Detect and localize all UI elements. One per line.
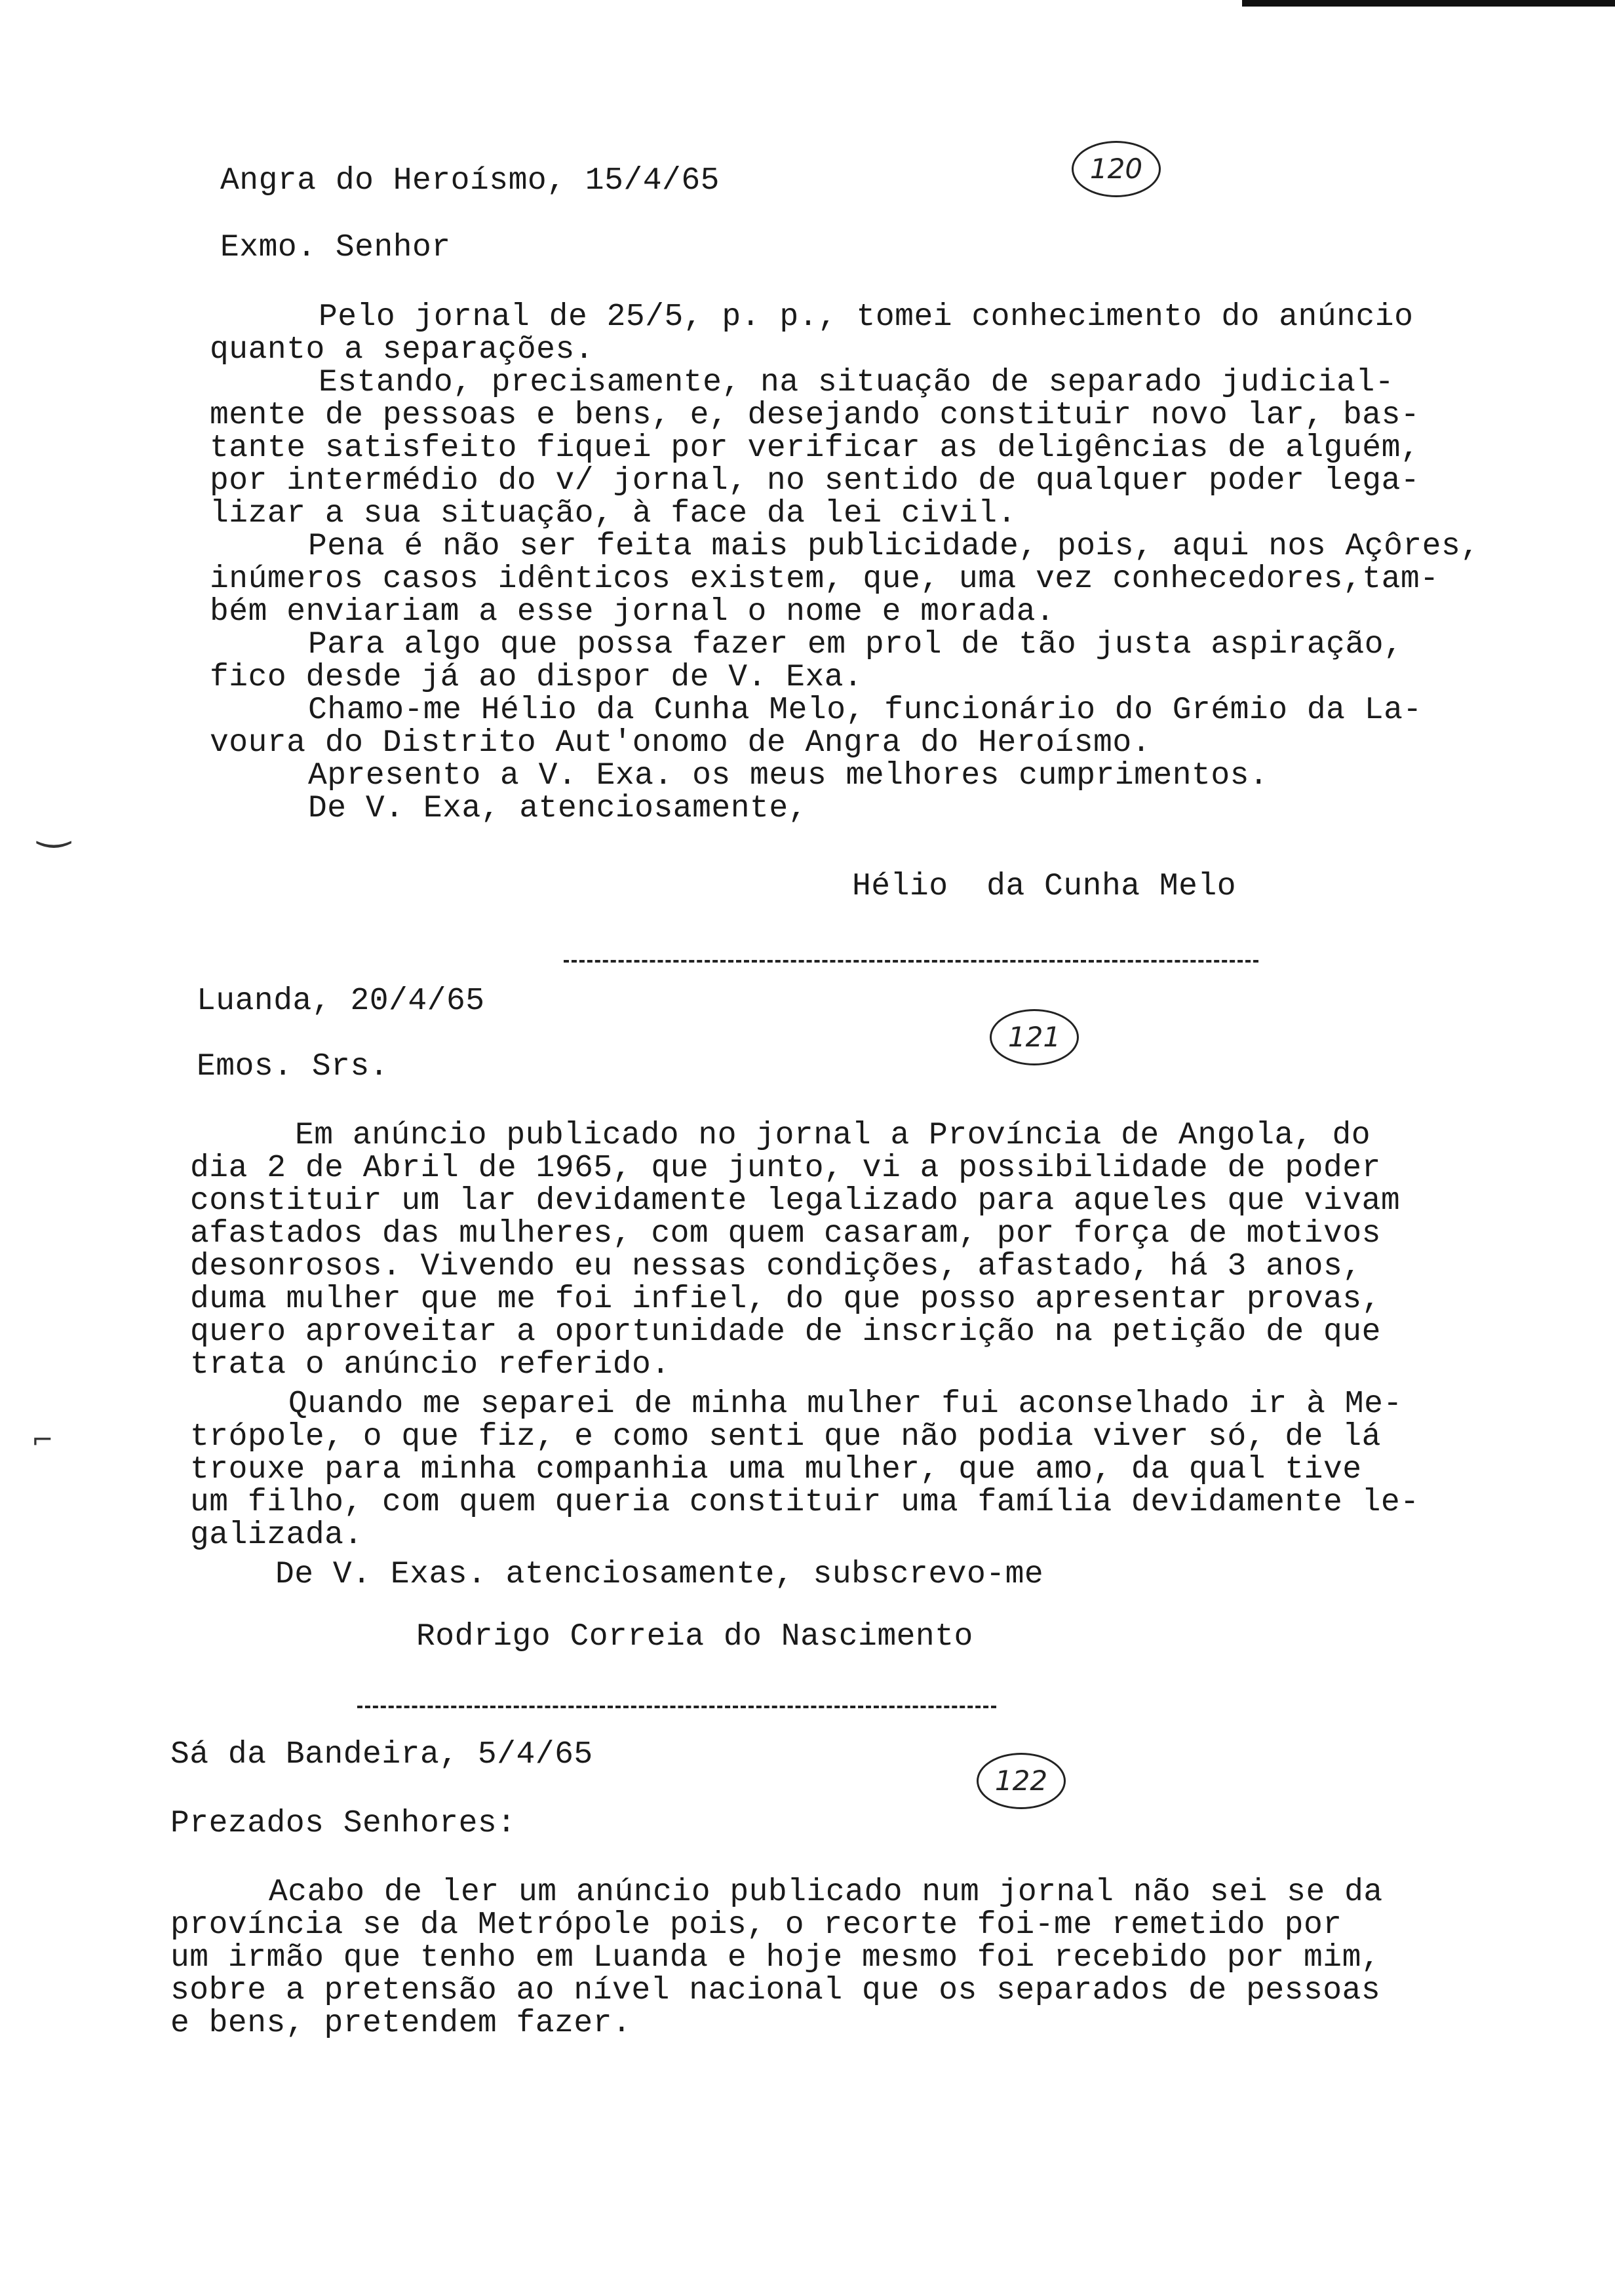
body-line: Apresento a V. Exa. os meus melhores cumprimentos. [308,758,1269,794]
body-line: e bens, pretendem fazer. [170,2006,632,2041]
body-line: voura do Distrito Aut'onomo de Angra do Heroísmo. [210,725,1151,761]
body-line: duma mulher que me foi infiel, do que posso apresentar provas, [190,1282,1381,1317]
salutation: Exmo. Senhor [220,230,451,265]
letter-number-badge: 122 [977,1753,1066,1809]
body-line: galizada. [190,1518,363,1553]
body-line: lizar a sua situação, à face da lei civil. [210,496,1017,531]
body-line: De V. Exa, atenciosamente, [308,791,808,826]
body-line: Quando me separei de minha mulher fui aconselhado ir à Me- [288,1387,1403,1422]
body-line: trópole, o que fiz, e como senti que não podia viver só, de lá [190,1419,1381,1455]
body-line: fico desde já ao dispor de V. Exa. [210,660,863,695]
body-line: trata o anúncio referido. [190,1347,671,1383]
body-line: tante satisfeito fiquei por verificar as deligências de alguém, [210,430,1420,466]
body-line: quanto a separações. [210,332,594,368]
body-line: por intermédio do v/ jornal, no sentido de qualquer poder lega- [210,463,1420,499]
body-line: bém enviariam a esse jornal o nome e morada. [210,594,1055,630]
top-edge-rule [1242,0,1615,7]
salutation: Emos. Srs. [197,1049,389,1084]
place-date: Angra do Heroísmo, 15/4/65 [220,163,720,199]
body-line: sobre a pretensão ao nível nacional que os separados de pessoas [170,1973,1381,2008]
body-line: um filho, com quem queria constituir uma família devidamente le- [190,1485,1420,1520]
body-line: De V. Exas. atenciosamente, subscrevo-me [275,1557,1044,1592]
body-line: um irmão que tenho em Luanda e hoje mesmo foi recebido por mim, [170,1940,1381,1976]
margin-bracket-mark: ‿ [38,803,70,849]
signature: Rodrigo Correia do Nascimento [416,1619,973,1655]
body-line: Pelo jornal de 25/5, p. p., tomei conhecimento do anúncio [319,299,1414,335]
separator-rule [564,960,1258,963]
body-line: dia 2 de Abril de 1965, que junto, vi a possibilidade de poder [190,1151,1381,1186]
body-line: Acabo de ler um anúncio publicado num jornal não sei se da [269,1875,1383,1910]
body-line: Em anúncio publicado no jornal a Província de Angola, do [295,1118,1371,1153]
body-line: inúmeros casos idênticos existem, que, uma vez conhecedores,tam- [210,562,1439,597]
margin-tick-mark: ⌐ [31,1425,54,1455]
body-line: desonrosos. Vivendo eu nessas condições, afastado, há 3 anos, [190,1249,1362,1284]
body-line: mente de pessoas e bens, e, desejando constituir novo lar, bas- [210,398,1420,433]
body-line: quero aproveitar a oportunidade de inscrição na petição de que [190,1314,1381,1350]
body-line: constituir um lar devidamente legalizado para aqueles que vivam [190,1183,1401,1219]
body-line: afastados das mulheres, com quem casaram, por força de motivos [190,1216,1381,1252]
body-line: província se da Metrópole pois, o recorte foi-me remetido por [170,1907,1342,1943]
body-line: Pena é não ser feita mais publicidade, pois, aqui nos Açôres, [308,529,1480,564]
body-line: Estando, precisamente, na situação de separado judicial- [319,365,1395,400]
letter-number-badge: 121 [990,1009,1079,1065]
separator-rule [357,1706,996,1708]
letter-number-badge: 120 [1072,141,1161,197]
body-line: Para algo que possa fazer em prol de tão justa aspiração, [308,627,1403,662]
place-date: Luanda, 20/4/65 [197,984,485,1019]
signature: Hélio da Cunha Melo [852,869,1237,904]
body-line: Chamo-me Hélio da Cunha Melo, funcionário do Grémio da La- [308,693,1422,728]
salutation: Prezados Senhores: [170,1806,516,1841]
body-line: trouxe para minha companhia uma mulher, que amo, da qual tive [190,1452,1362,1487]
place-date: Sá da Bandeira, 5/4/65 [170,1737,593,1772]
